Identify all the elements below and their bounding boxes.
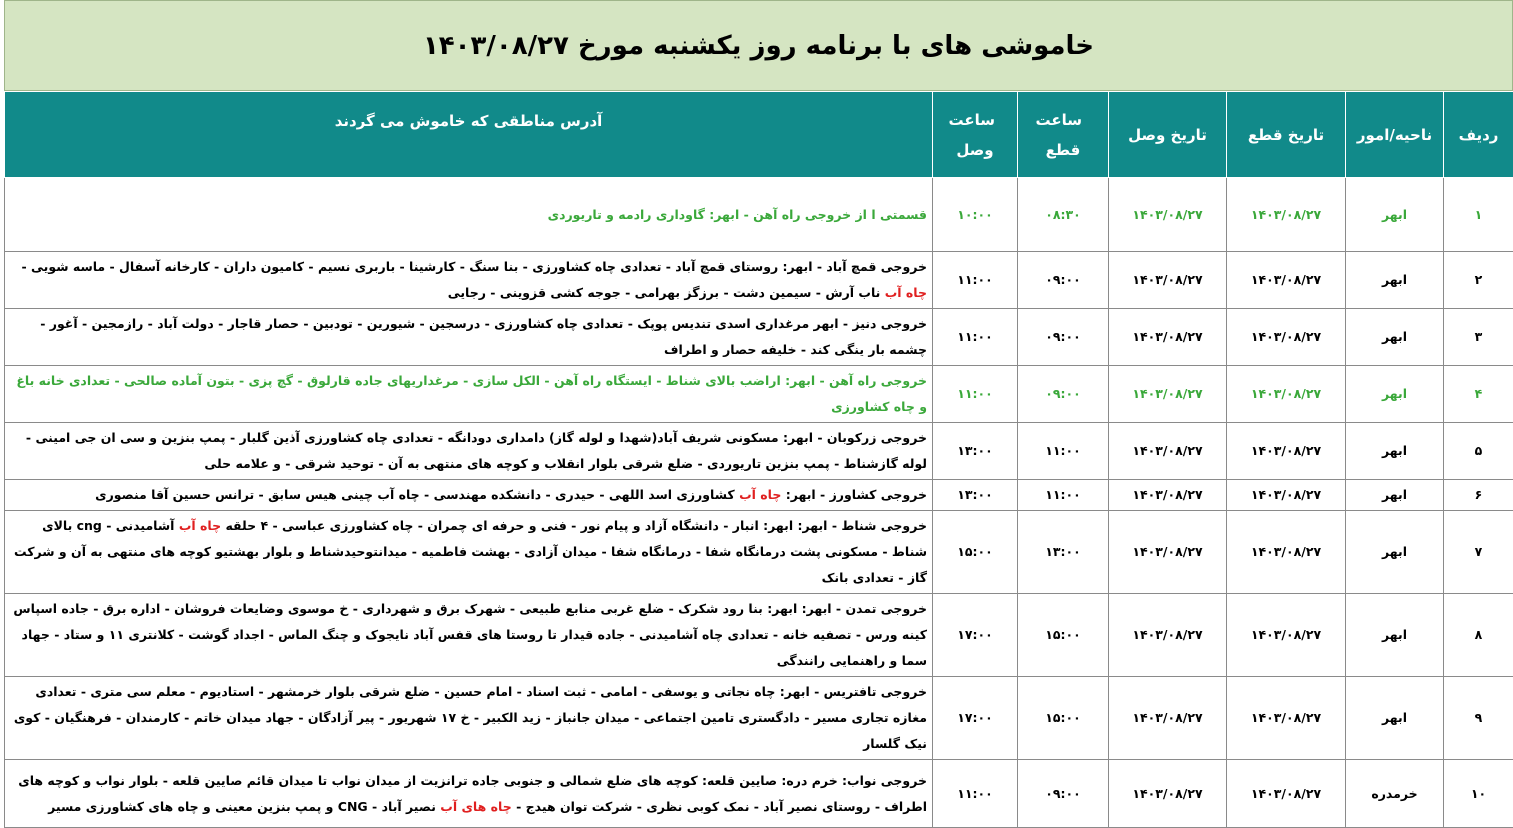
region-cell: ابهر xyxy=(1346,511,1444,594)
cut-time-cell: ۱۵:۰۰ xyxy=(1018,677,1109,760)
connect-time-cell: ۱۱:۰۰ xyxy=(933,366,1018,423)
row-number-cell: ۱۰ xyxy=(1444,760,1513,828)
table-row xyxy=(5,480,1513,511)
header-address: آدرس مناطقی که خاموش می گردند xyxy=(5,92,933,178)
address-cell xyxy=(5,511,933,594)
header-connect-date: تاریخ وصل xyxy=(1109,92,1227,178)
cut-time-cell: ۱۱:۰۰ xyxy=(1018,480,1109,511)
cut-time-cell: ۰۸:۳۰ xyxy=(1018,178,1109,252)
connect-time-cell: ۱۷:۰۰ xyxy=(933,594,1018,677)
table-row xyxy=(5,594,1513,677)
address-text: خروجی تافتریس - ابهر: چاه نجاتی و یوسفی - امامی - ثبت اسناد - امام حسین - ضلع شرقی بلوار خرمشهر - استادیوم - معلم سی متری - تعدادی مغازه تجاری مسیر - دادگستری تامین اجتماعی - میدان جانباز - زید الکبیر - خ ۱۷ شهریور - پیر آزادگان - جهاد میدان خاتم - کارمندان - فرهنگیان - کوی نیک گلسار xyxy=(14,684,927,751)
connect-time-cell: ۱۰:۰۰ xyxy=(933,178,1018,252)
address-text: کشاورزی اسد اللهی - حیدری - دانشکده مهندسی - چاه آب چینی هیس سابق - ترانس حسین آقا منصوری xyxy=(95,487,739,502)
connect-time-cell: ۱۳:۰۰ xyxy=(933,423,1018,480)
cut-time-cell: ۱۱:۰۰ xyxy=(1018,423,1109,480)
connect-time-cell: ۱۵:۰۰ xyxy=(933,511,1018,594)
address-cell xyxy=(5,677,933,760)
table-row xyxy=(5,760,1513,828)
address-cell xyxy=(5,252,933,309)
header-row xyxy=(5,92,1513,178)
address-text: چاه آب xyxy=(739,487,781,502)
page-title: خاموشی های با برنامه روز یکشنبه مورخ ۱۴۰۳/۰۸/۲۷ xyxy=(423,31,1094,61)
connect-date-cell: ۱۴۰۳/۰۸/۲۷ xyxy=(1109,252,1227,309)
row-number-cell: ۷ xyxy=(1444,511,1513,594)
cut-date-cell: ۱۴۰۳/۰۸/۲۷ xyxy=(1227,480,1346,511)
connect-time-cell: ۱۱:۰۰ xyxy=(933,252,1018,309)
table-row xyxy=(5,366,1513,423)
address-cell xyxy=(5,760,933,828)
row-number-cell: ۶ xyxy=(1444,480,1513,511)
table-row xyxy=(5,677,1513,760)
cut-date-cell: ۱۴۰۳/۰۸/۲۷ xyxy=(1227,423,1346,480)
address-text: قسمتی ا از خروجی راه آهن - ابهر: گاوداری رادمه و تاریوردی xyxy=(548,207,927,222)
header-row-no: ردیف xyxy=(1444,92,1513,178)
cut-time-cell: ۱۵:۰۰ xyxy=(1018,594,1109,677)
region-cell: ابهر xyxy=(1346,677,1444,760)
region-cell: ابهر xyxy=(1346,178,1444,252)
connect-date-cell: ۱۴۰۳/۰۸/۲۷ xyxy=(1109,760,1227,828)
header-connect-time: ساعت وصل xyxy=(933,92,1018,178)
address-cell xyxy=(5,366,933,423)
address-text: چاه آب xyxy=(179,518,221,533)
table-body xyxy=(5,178,1513,828)
cut-date-cell: ۱۴۰۳/۰۸/۲۷ xyxy=(1227,366,1346,423)
table-row xyxy=(5,423,1513,480)
row-number-cell: ۳ xyxy=(1444,309,1513,366)
cut-date-cell: ۱۴۰۳/۰۸/۲۷ xyxy=(1227,677,1346,760)
row-number-cell: ۵ xyxy=(1444,423,1513,480)
connect-date-cell: ۱۴۰۳/۰۸/۲۷ xyxy=(1109,309,1227,366)
address-text: خروجی راه آهن - ابهر: اراضب بالای شناط - ایستگاه راه آهن - الکل سازی - مرغداریهای جاده قارلوق - گچ پزی - بتون آماده صالحی - تعدادی خانه باغ و چاه کشاورزی xyxy=(16,373,927,414)
cut-date-cell: ۱۴۰۳/۰۸/۲۷ xyxy=(1227,178,1346,252)
region-cell: ابهر xyxy=(1346,594,1444,677)
row-number-cell: ۴ xyxy=(1444,366,1513,423)
connect-date-cell: ۱۴۰۳/۰۸/۲۷ xyxy=(1109,178,1227,252)
row-number-cell: ۲ xyxy=(1444,252,1513,309)
region-cell: خرمدره xyxy=(1346,760,1444,828)
connect-date-cell: ۱۴۰۳/۰۸/۲۷ xyxy=(1109,423,1227,480)
connect-date-cell: ۱۴۰۳/۰۸/۲۷ xyxy=(1109,366,1227,423)
address-text: آشامیدنی - cng بالای شناط - مسکونی پشت درمانگاه شفا - درمانگاه شفا - میدان آزادی - بهشت فاطمیه - میدانتوحیدشناط و بلوار بهشتیو کوچه های منتهی به آن و شرکت گاز - تعدادی بانک xyxy=(14,518,927,585)
address-text: خروجی دنیز - ابهر مرغداری اسدی تندیس پوپک - تعدادی چاه کشاورزی - درسجین - شیورین - تودبین - حصار قاجار - دولت آباد - رازمجین - آغور - چشمه بار ینگی کند - خلیفه حصار و اطراف xyxy=(40,316,927,357)
row-number-cell: ۹ xyxy=(1444,677,1513,760)
connect-time-cell: ۱۱:۰۰ xyxy=(933,309,1018,366)
connect-time-cell: ۱۱:۰۰ xyxy=(933,760,1018,828)
address-text: ناب آرش - سیمین دشت - برزگز بهرامی - جوجه کشی قزوینی - رجایی xyxy=(448,285,885,300)
address-text: خروجی تمدن - ابهر: ابهر: بنا رود شکرک - ضلع غربی منابع طبیعی - شهرک برق و شهرداری - خ موسوی وضایعات فروشان - اداره برق - جاده اسپاس کینه ورس - تصفیه خانه - تعدادی چاه آشامیدنی - جاده قیدار تا روستا های قفس آباد نایجوک و چنگ الماس - اجداد گوشت - کلانتری ۱۱ و ستاد - جهاد سما و راهنمایی رانندگی xyxy=(13,601,927,668)
address-text: نصیر آباد - CNG و پمپ بنزین معینی و چاه های کشاورزی مسیر xyxy=(48,799,440,814)
cut-date-cell: ۱۴۰۳/۰۸/۲۷ xyxy=(1227,594,1346,677)
connect-date-cell: ۱۴۰۳/۰۸/۲۷ xyxy=(1109,594,1227,677)
region-cell: ابهر xyxy=(1346,423,1444,480)
address-text: خروجی زرکوبان - ابهر: مسکونی شریف آباد(شهدا و لوله گاز) دامداری دودانگه - تعدادی چاه کشاورزی آذین گلبار - پمپ بنزین و سی ان جی امینی - لوله گازشناط - پمپ بنزین تاریوردی - ضلع شرقی بلوار انقلاب و کوچه های منتهی به آن - توحید شرقی - و علامه حلی xyxy=(26,430,927,471)
cut-time-cell: ۰۹:۰۰ xyxy=(1018,252,1109,309)
region-cell: ابهر xyxy=(1346,309,1444,366)
row-number-cell: ۸ xyxy=(1444,594,1513,677)
address-cell xyxy=(5,178,933,252)
address-text: چاه های آب xyxy=(440,799,511,814)
cut-time-cell: ۱۳:۰۰ xyxy=(1018,511,1109,594)
address-cell xyxy=(5,480,933,511)
cut-date-cell: ۱۴۰۳/۰۸/۲۷ xyxy=(1227,760,1346,828)
address-text: چاه آب xyxy=(885,285,927,300)
table-row xyxy=(5,252,1513,309)
region-cell: ابهر xyxy=(1346,252,1444,309)
region-cell: ابهر xyxy=(1346,480,1444,511)
cut-time-cell: ۰۹:۰۰ xyxy=(1018,366,1109,423)
address-text: خروجی شناط - ابهر: ابهر: انبار - دانشگاه آزاد و پیام نور - فنی و حرفه ای چمران - چاه کشاورزی عباسی - ۴ حلقه xyxy=(221,518,927,533)
address-text: خروجی کشاورز - ابهر: xyxy=(781,487,927,502)
address-text: خروجی قمچ آباد - ابهر: روستای قمچ آباد - تعدادی چاه کشاورزی - بنا سنگ - کارشینا - باربری نسیم - کامیون داران - کارخانه آسفال - ماسه شویی - xyxy=(22,259,928,274)
connect-time-cell: ۱۷:۰۰ xyxy=(933,677,1018,760)
title-bar xyxy=(4,0,1513,91)
cut-date-cell: ۱۴۰۳/۰۸/۲۷ xyxy=(1227,252,1346,309)
table-row xyxy=(5,178,1513,252)
cut-time-cell: ۰۹:۰۰ xyxy=(1018,760,1109,828)
outage-table xyxy=(4,91,1513,828)
table-row xyxy=(5,309,1513,366)
address-cell xyxy=(5,594,933,677)
row-number-cell: ۱ xyxy=(1444,178,1513,252)
cut-time-cell: ۰۹:۰۰ xyxy=(1018,309,1109,366)
connect-time-cell: ۱۳:۰۰ xyxy=(933,480,1018,511)
header-cut-date: تاریخ قطع xyxy=(1227,92,1346,178)
address-text: خروجی نواب: خرم دره: صایین قلعه: کوچه های ضلع شمالی و جنوبی جاده ترانزیت از میدان نواب تا میدان قائم صایین قلعه - بلوار نواب و کوچه های اطراف - روستای نصیر آباد - نمک کوبی نظری - شرکت توان هیدج - xyxy=(18,773,927,814)
table-row xyxy=(5,511,1513,594)
header-cut-time: ساعت قطع xyxy=(1018,92,1109,178)
address-cell xyxy=(5,309,933,366)
header-region: ناحیه/امور xyxy=(1346,92,1444,178)
connect-date-cell: ۱۴۰۳/۰۸/۲۷ xyxy=(1109,480,1227,511)
connect-date-cell: ۱۴۰۳/۰۸/۲۷ xyxy=(1109,677,1227,760)
cut-date-cell: ۱۴۰۳/۰۸/۲۷ xyxy=(1227,511,1346,594)
region-cell: ابهر xyxy=(1346,366,1444,423)
cut-date-cell: ۱۴۰۳/۰۸/۲۷ xyxy=(1227,309,1346,366)
connect-date-cell: ۱۴۰۳/۰۸/۲۷ xyxy=(1109,511,1227,594)
address-cell xyxy=(5,423,933,480)
